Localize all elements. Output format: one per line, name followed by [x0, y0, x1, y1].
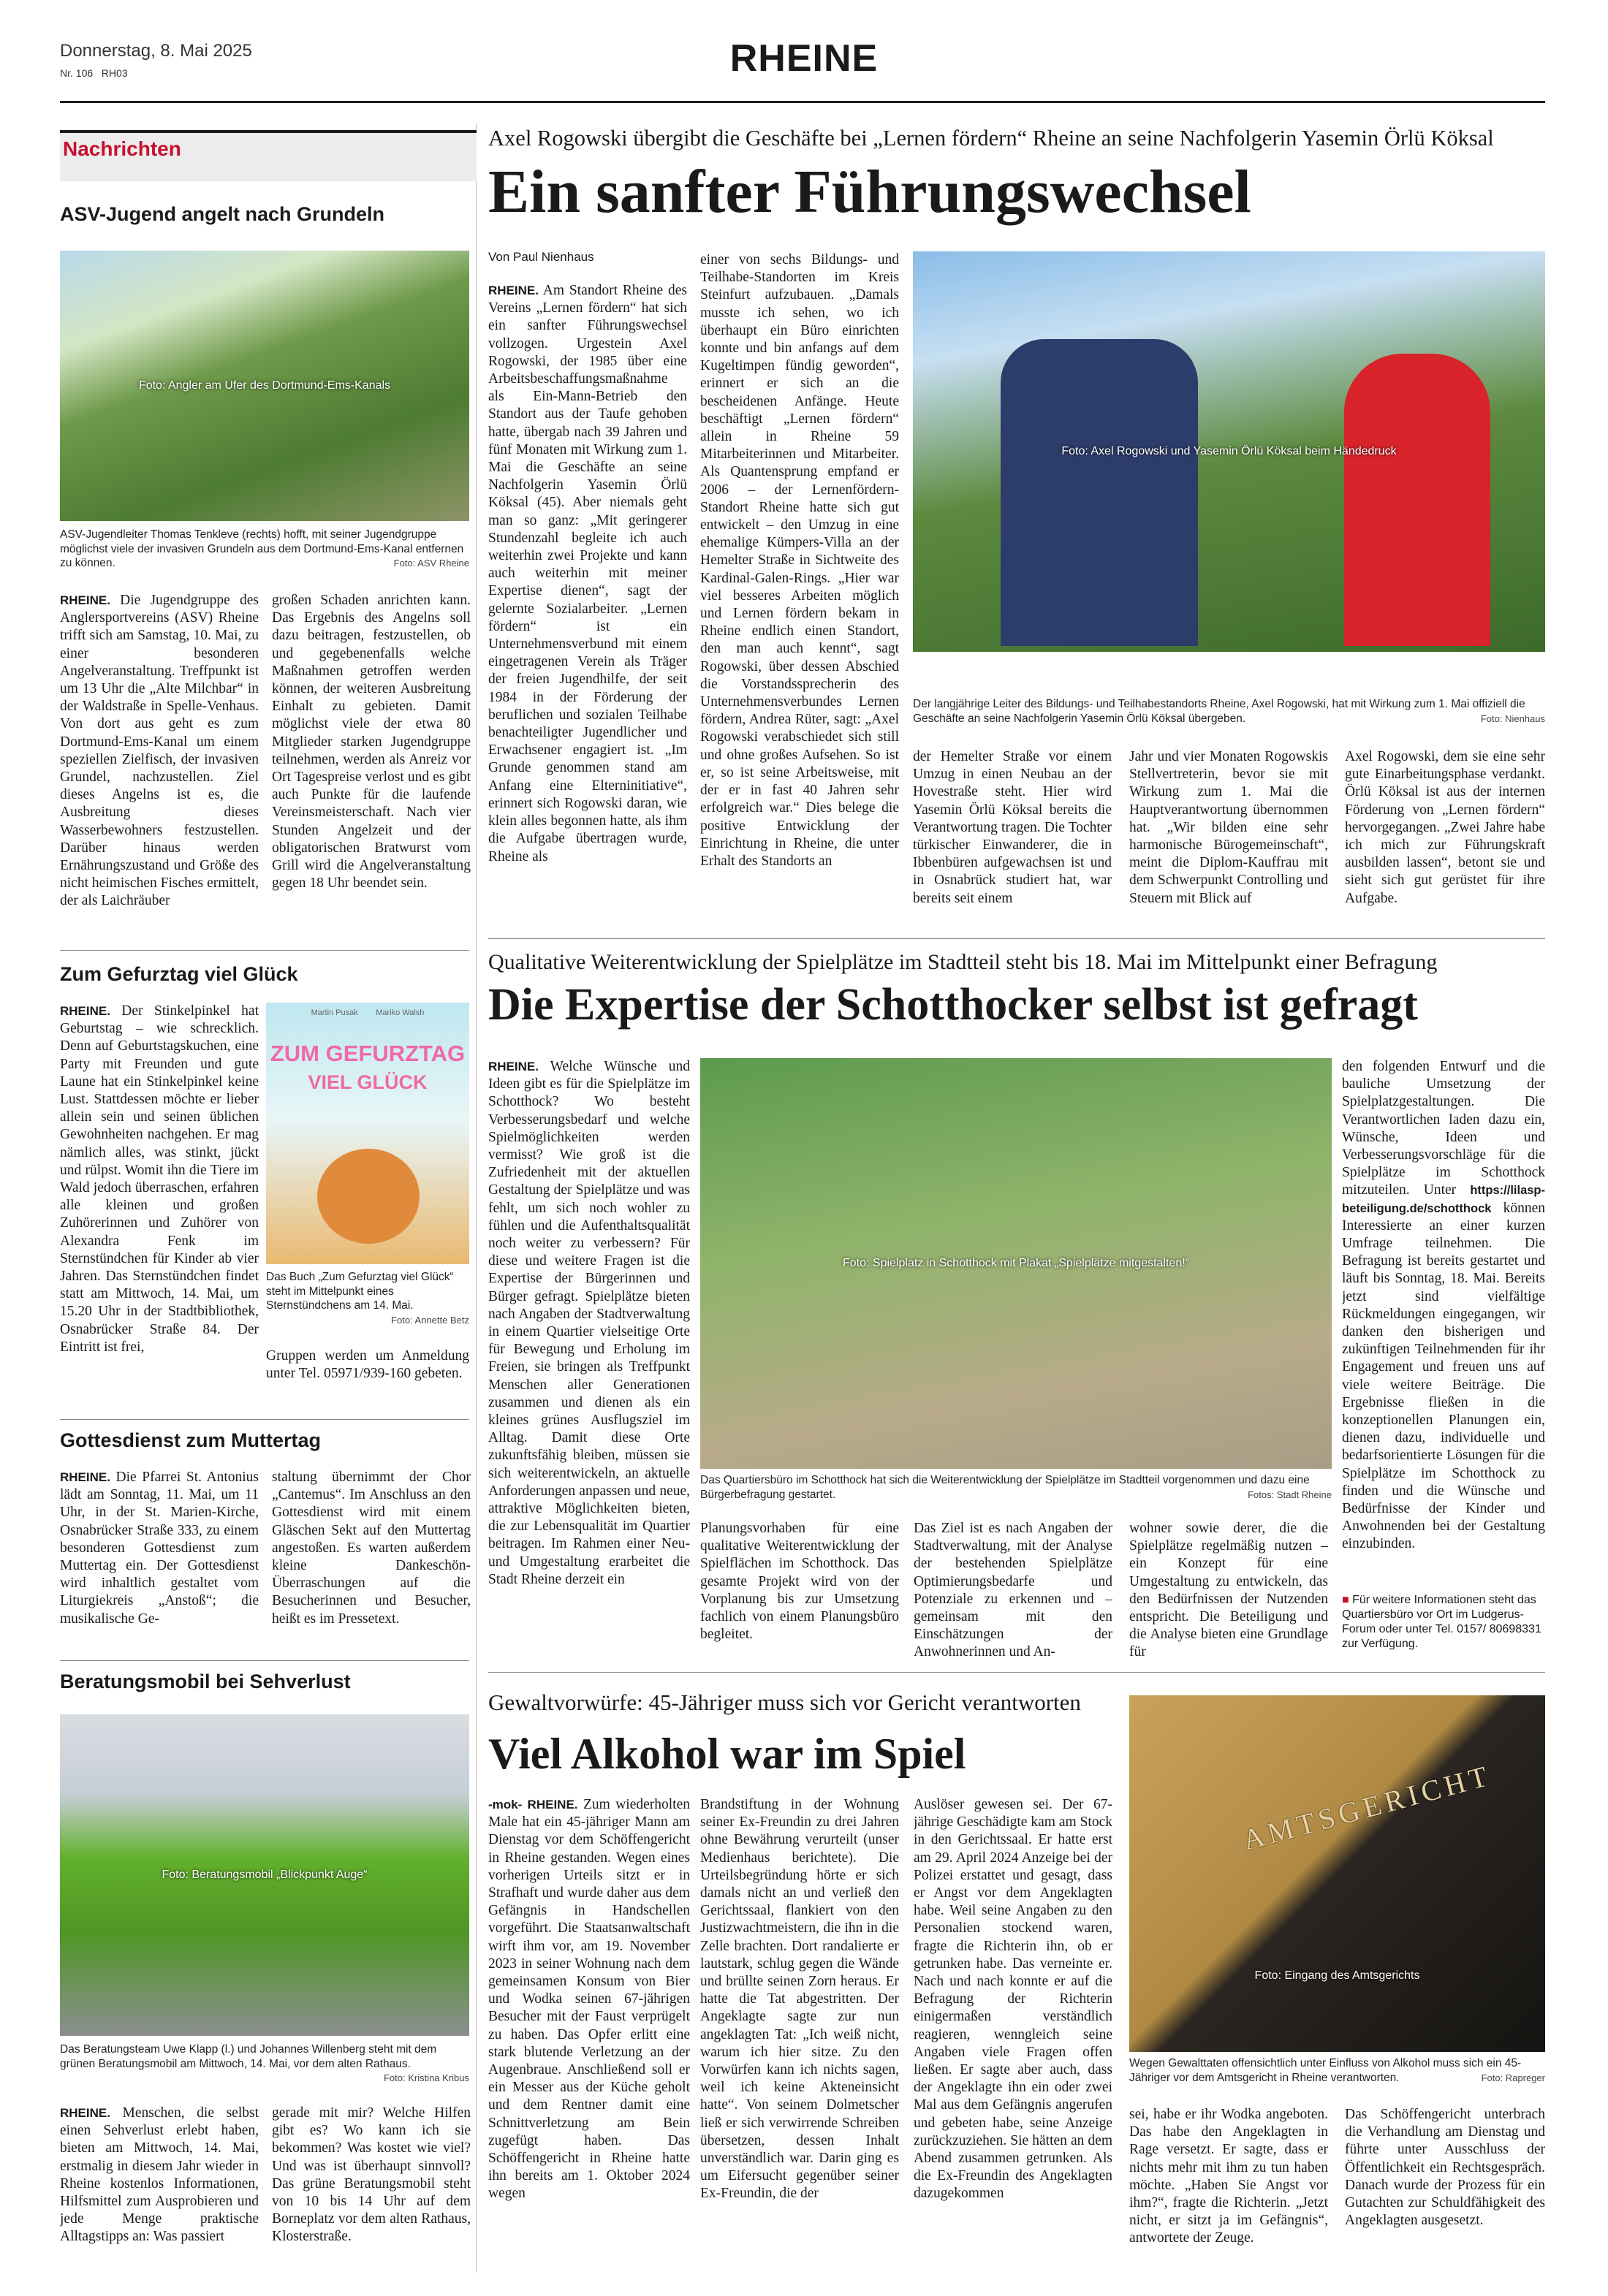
- beratung-caption-text: Das Beratungsteam Uwe Klapp (l.) und Johannes Willenberg steht mit dem grünen Beratungsmobil am Mittwoch, 14. Mai, vor dem alten Rathaus.: [60, 2043, 437, 2070]
- beratung-loc: RHEINE.: [60, 2106, 110, 2120]
- lead-byline: Von Paul Nienhaus: [488, 250, 594, 264]
- geburtstag-body: [60, 1003, 259, 1404]
- spiel-text-3: Das Ziel ist es nach Angaben der Stadtverwaltung, mit der Analyse der bestehenden Spielplätze Optimierungsbedarfe und Potenziale zu erkennen und – gemeinsam mit den Einschätzungen der Anwohnerinnen und An-: [914, 1521, 1112, 1660]
- book-authors: Martin Pusak Mariko Walsh: [311, 1008, 425, 1017]
- geburtstag-body-2: [266, 1347, 469, 1406]
- beratung-caption: [60, 2042, 469, 2086]
- gewalt-photo-label: Foto: Eingang des Amtsgerichts: [1254, 1969, 1420, 1982]
- rule-1: [60, 950, 469, 951]
- spiel-caption-text: Das Quartiersbüro im Schotthock hat sich die Weiterentwicklung der Spielplätze im Stadtteil vorgenommen und dazu eine Bürgerbefragung gestartet.: [700, 1474, 1310, 1501]
- spiel-loc: RHEINE.: [488, 1060, 539, 1073]
- lead-headline: Ein sanfter Führungswechsel: [488, 158, 1251, 226]
- rule-lead: [488, 938, 1545, 939]
- rule-2: [60, 1419, 469, 1420]
- asv-title: ASV-Jugend angelt nach Grundeln: [60, 203, 385, 225]
- spiel-col2: [700, 1520, 899, 1666]
- lead-col5: [1345, 748, 1545, 922]
- gewalt-col3: [914, 1796, 1112, 2273]
- spiel-info-text: Für weitere Informationen steht das Quartiersbüro vor Ort im Ludgerus-Forum oder unter Tel. 0157/ 80698331 zur Verfügung.: [1342, 1594, 1541, 1650]
- book-cover: [266, 1003, 469, 1264]
- asv-caption-text: ASV-Jugendleiter Thomas Tenkleve (rechts) hofft, mit seiner Jugendgruppe möglichst viele der invasiven Grundeln aus dem Dortmund-Ems-Kanal entfernen zu können.: [60, 528, 464, 569]
- beratung-photo-label: Foto: Beratungsmobil „Blickpunkt Auge“: [162, 1869, 368, 1881]
- gewalt-loc: -mok- RHEINE.: [488, 1798, 578, 1812]
- lead-text-4: Jahr und vier Monaten Rogowskis Stellvertreterin, bevor sie mit Wirkung zum 1. Mai die Hauptverantwortung übernommen hat. „Wir bilden eine sehr harmonische Bürogemeinschaft“, meint die Diplom-Kauffrau mit dem Schwerpunkt Controlling und Steuern mit Blick auf: [1129, 749, 1328, 906]
- gewalt-caption: [1129, 2056, 1545, 2085]
- section-title: RHEINE: [729, 37, 879, 80]
- beratung-text-1: Menschen, die selbst einen Sehverlust erlebt haben, bieten am Mittwoch, 14. Mai, erstmalig in diesem Jahr wieder in Rheine kostenlos Informationen, Hilfsmittel zum Ausprobieren und jede Menge praktische Alltagstipps an: Was passiert: [60, 2105, 259, 2245]
- asv-caption: [60, 528, 469, 571]
- gewalt-text-1: Zum wiederholten Male hat ein 45-jähriger Mann am Dienstag vor dem Schöffengericht in Rheine gestanden. Wegen eines vorherigen Urteils sitzt er in Strafhaft und wurde daher aus dem Gefängnis in Handschellen vorgeführt. Die Staatsanwaltschaft wirft ihm vor, am 19. November 2023 in seiner Wohnung nach dem gemeinsamen Konsum von Bier und Wodka seinen 67-jährigen Besucher mit der Faust verprügelt zu haben. Das Opfer erlitt eine stark blutende Verletzung an der Augenbraue. Anschließend soll er ein Messer aus der Küche geholt und dem Rentner damit eine Schnittverletzung am Bein zugefügt haben. Das Schöffengericht in Rheine hatte ihn bereits am 1. Oktober 2024 wegen: [488, 1797, 690, 2202]
- nachrichten-label-text: Nachrichten: [63, 137, 181, 160]
- beratung-col2: [272, 2105, 471, 2273]
- geburtstag-text-2: Gruppen werden um Anmeldung unter Tel. 05971/939-160 gebeten.: [266, 1348, 469, 1382]
- gottesdienst-text-2: staltung übernimmt der Chor „Cantemus“. Im Anschluss an den Gottesdienst wird mit einem Gläschen Sekt auf den Muttertag angestoßen. Es warten außerdem kleine Dankeschön-Überraschungen auf die Besucherinnen und Besucher, heißt es im Pressetext.: [272, 1470, 471, 1627]
- nachrichten-label: [60, 130, 477, 181]
- lead-photo-label: Foto: Axel Rogowski und Yasemin Örlü Köksal beim Händedruck: [1061, 445, 1397, 457]
- spiel-info: [1342, 1593, 1545, 1651]
- spiel-col5: [1342, 1058, 1545, 1589]
- spiel-caption: [700, 1473, 1332, 1502]
- lead-caption: [913, 697, 1545, 726]
- spiel-kicker: Qualitative Weiterentwicklung der Spielplätze im Stadtteil steht bis 18. Mai im Mittelpunkt einer Befragung: [488, 950, 1438, 974]
- book-character-icon: [317, 1149, 420, 1244]
- spiel-col4: [1129, 1520, 1328, 1666]
- issue-date: Donnerstag, 8. Mai 2025: [60, 41, 252, 61]
- geburtstag-caption: [266, 1270, 469, 1327]
- rule-3: [60, 1660, 469, 1661]
- lead-photo: [913, 251, 1545, 652]
- asv-body-col2: [272, 592, 471, 943]
- beratung-credit: Foto: Kristina Kribus: [383, 2072, 469, 2083]
- beratung-col1: [60, 2105, 259, 2273]
- lead-text-2: einer von sechs Bildungs- und Teilhabe-Standorten im Kreis Steinfurt aufzubauen. „Damals musste ich sehen, wo ich überhaupt ein Büro einrichten konnte und bin anfangs auf dem Kugeltimpen fündig geworden“, erinnert er sich an die bescheidenen Anfänge. Heute beschäftigt „Lernen fördern“ allein in Rheine 59 Mitarbeiterinnen und Mitarbeiter. Als Quantensprung empfand er 2006 – der Lernenfördern-Standort Rheine hatte sich gut entwickelt – den Umzug in eine ehemalige Kümpers-Villa an der Hemelter Straße in Sichtweite des Kardinal-Galen-Rings. „Hier war viel besseres Arbeiten möglich und Lernen fördern bekam in Rheine endlich einen Standort, den man auch kennt“, sagt Rogowski, über dessen Abschied die Vorstandssprecherin des Unternehmensverbundes Lernen fördern, Andrea Rüter, sagt: „Axel Rogowski verabschiedet sich still und ohne großes Aufsehen. So ist er, so ist seine Arbeitsweise, mit der er in fast 40 Jahren sehr erfolgreich war.“ Dies belege die positive Entwicklung der Einrichtung in Rheine, die unter Erhalt des Standorts an: [700, 252, 899, 869]
- spiel-text-4: wohner sowie derer, die die Spielplätze regelmäßig nutzen – ein Konzept für eine Umgestaltung zu entwickeln, das den Bedürfnissen der Nutzenden entspricht. Die Beteiligung und die Analyse bieten eine Grundlage für: [1129, 1521, 1328, 1660]
- asv-credit: Foto: ASV Rheine: [393, 558, 469, 569]
- gewalt-kicker: Gewaltvorwürfe: 45-Jähriger muss sich vor Gericht verantworten: [488, 1689, 1081, 1715]
- lead-col4: [1129, 748, 1328, 922]
- asv-text-1: Die Jugendgruppe des Anglersportvereins (ASV) Rheine trifft sich am Samstag, 10. Mai, zu einer besonderen Angelveranstaltung. Treffpunkt ist um 13 Uhr die „Alte Milchbar“ in der Waldstraße in Spelle-Venhaus. Von dort aus geht es zum Dortmund-Ems-Kanal um einem speziellen Zielfisch, der invasiven Grundel, nachzustellen. Ziel dieses Angelns ist es, die Ausbreitung dieses Wasserbewohners festzustellen. Darüber hinaus werden Ernährungszustand und Größe des nicht heimischen Fisches ermittelt, der als Laichräuber: [60, 593, 259, 909]
- asv-loc: RHEINE.: [60, 593, 110, 607]
- issue-number: Nr. 106 RH03: [60, 67, 128, 79]
- geburtstag-loc: RHEINE.: [60, 1004, 110, 1018]
- gottesdienst-loc: RHEINE.: [60, 1470, 110, 1484]
- lead-text-1: Am Standort Rheine des Vereins „Lernen fördern“ hat sich ein sanfter Führungswechsel vollzogen. Urgestein Axel Rogowski, der 1985 über eine Arbeitsbeschaffungsmaßnahme als Ein-Mann-Betrieb den Standort aus der Taufe gehoben hatte, übergab nach 39 Jahren und fünf Monaten mit Wirkung zum 1. Mai die Geschäfte an seine Nachfolgerin Yasemin Örlü Köksal (45). Aber niemals geht man so ganz: „Mit geringerer Stundenzahl begleite ich auch weiterhin zwei Projekte und kann auch weiterhin mit meiner Expertise dienen“, sagt der gelernte Sozialarbeiter. „Lernen fördern“ ist ein Unternehmensverbund mit einem eingetragenen Verein als Träger der freien Jugendhilfe, der seit 1984 in der Förderung der beruflichen und sozialen Teilhabe benachteiligter Jugendlicher und Erwachsener engagiert ist. „Im Grunde genommen stand am Anfang eine Elterninitiative“, erinnert sich Rogowski daran, wie klein alles begonnen hatte, als ihm die Aufgabe übertragen wurde, Rheine als: [488, 283, 687, 864]
- lead-col2: [700, 251, 899, 922]
- gottesdienst-text-1: Die Pfarrei St. Antonius lädt am Sonntag, 11. Mai, um 11 Uhr, in der St. Marien-Kirche, Osnabrücker Straße 333, zu einem besonderen Gottesdienst zum Muttertag ein. Der Gottesdienst wird inhaltlich gestaltet vom Liturgiekreis „Anstoß“; die musikalische Ge-: [60, 1470, 259, 1627]
- gewalt-col5: [1345, 2106, 1545, 2273]
- lead-col3: [913, 748, 1112, 922]
- lead-text-3: der Hemelter Straße vor einem Umzug in einen Neubau an der Hovestraße steht. Hier wird Yasemin Örlü Köksal bereits die Verantwortung tragen. Die Tochter türkischer Einwanderer, die in Ibbenbüren aufgewachsen ist und in Osnabrück studiert hat, war bereits seit einem: [913, 749, 1112, 906]
- lead-credit: Foto: Nienhaus: [1480, 712, 1545, 724]
- gewalt-credit: Foto: Rapreger: [1481, 2072, 1545, 2083]
- beratung-text-2: gerade mit mir? Welche Hilfen gibt es? Wo kann ich sie bekommen? Was kostet wie viel? Und was ist überhaupt sinnvoll? Das grüne Beratungsmobil steht von 10 bis 14 Uhr auf dem Borneplatz vor dem alten Rathaus, Klosterstraße.: [272, 2105, 471, 2245]
- book-subtitle: VIEL GLÜCK: [308, 1071, 428, 1093]
- gewalt-text-3: Auslöser gewesen sei. Der 67-jährige Geschädigte kam am Stock in den Gerichtssaal. Er hatte erst am 29. April 2024 Anzeige bei der Polizei erstattet und gesagt, dass er Angst vor dem Angeklagten habe. Weil seine Angaben zu den Personalien stockend waren, fragte die Richterin ihn, ob er getrunken habe. Das verneinte er. Nach und nach konnte er auf die Befragung der Richterin einigermaßen verständlich reagieren, wenngleich seine Angaben viele Fragen offen ließen. Er sagte aber auch, dass der Angeklagte ihn ein oder zwei Mal aus dem Gefängnis angerufen und gebeten habe, seine Anzeige zurückzuziehen. Sie hätten an dem Abend zusammen getrunken. Als die Ex-Freundin des Angeklagten dazugekommen: [914, 1797, 1112, 2202]
- spiel-photo: [700, 1058, 1332, 1469]
- geburtstag-credit: Foto: Annette Betz: [391, 1314, 469, 1326]
- beratung-title: Beratungsmobil bei Sehverlust: [60, 1670, 351, 1692]
- spiel-text-5b: können Interessierte an einer kurzen Umfrage teilnehmen. Die Befragung ist bereits gestartet und läuft bis Sonntag, 18. Mai. Bereits jetzt sind vielfältige Rückmeldungen eingegangen, wir danken den bisherigen und zukünftigen Teilnehmenden für ihr Engagement und freuen uns auf viele weitere Beiträge. Die Ergebnisse fließen in die konzeptionellen Planungen ein, dienen dazu, individuelle und bedarfsorientierte Lösungen für die Spielplätze im Schotthock zu finden und die Wünsche und Bedürfnisse der Kinder und Anwohnenden bei der Gestaltung einzubinden.: [1342, 1200, 1545, 1552]
- spiel-photo-label: Foto: Spielplatz in Schotthock mit Plakat „Spielplätze mitgestalten!“: [843, 1257, 1189, 1269]
- lead-col1: [488, 282, 687, 922]
- column-separator: [476, 124, 477, 2273]
- asv-body-col1: [60, 592, 259, 943]
- gewalt-col4: [1129, 2106, 1328, 2273]
- gottesdienst-col1: [60, 1469, 259, 1666]
- header-rule: [60, 101, 1545, 103]
- gottesdienst-title: Gottesdienst zum Muttertag: [60, 1429, 322, 1451]
- gewalt-headline: Viel Alkohol war im Spiel: [488, 1730, 966, 1778]
- gewalt-col2: [700, 1796, 899, 2273]
- gewalt-photo: [1129, 1695, 1545, 2052]
- lead-photo-person-right: [1344, 354, 1490, 646]
- book-title: ZUM GEFURZTAG: [270, 1041, 466, 1066]
- spiel-url-link[interactable]: https://lilasp-beteiligung.de/schotthock: [1342, 1184, 1545, 1215]
- lead-caption-text: Der langjährige Leiter des Bildungs- und Teilhabestandorts Rheine, Axel Rogowski, hat mit Wirkung zum 1. Mai offiziell die Geschäfte an seine Nachfolgerin Yasemin Örlü Köksal übergeben.: [913, 698, 1525, 725]
- spiel-text-2: Planungsvorhaben für eine qualitative Weiterentwicklung der Spielflächen im Schotthock. Das gesamte Projekt wird von der Vorplanung bis zur Umsetzung fachlich von einem Planungsbüro begleitet.: [700, 1521, 899, 1643]
- lead-loc: RHEINE.: [488, 284, 539, 297]
- gewalt-col1: [488, 1796, 690, 2273]
- gewalt-text-4: sei, habe er ihr Wodka angeboten. Das habe den Angeklagten in Rage versetzt. Er sagte, dass er nichts mehr mit ihm zu tun haben möchte. „Haben Sie Angst vor ihm?“, fragte die Richterin. „Jetzt nicht, er sitzt ja im Gefängnis“, antwortete der Zeuge.: [1129, 2107, 1328, 2246]
- lead-text-5: Axel Rogowski, dem sie eine sehr gute Einarbeitungsphase verdankt. Örlü Köksal ist aus der internen Förderung von „Lernen fördern“ hervorgegangen. „Zwei Jahre habe ich mich zur Führungskraft ausbilden lassen“, betont sie und sieht sich gut gerüstet für ihre Aufgabe.: [1345, 749, 1545, 906]
- geburtstag-caption-text: Das Buch „Zum Gefurztag viel Glück“ steht im Mittelpunkt eines Sternstündchens am 14. Mai.: [266, 1271, 454, 1312]
- spiel-credit: Fotos: Stadt Rheine: [1248, 1489, 1332, 1500]
- spiel-headline: Die Expertise der Schotthocker selbst ist gefragt: [488, 980, 1418, 1030]
- gewalt-text-2: Brandstiftung in der Wohnung seiner Ex-Freundin zu drei Jahren ohne Bewährung verurteilt (unser Medienhaus berichtete). Die Urteilsbegründung hörte er sich damals nicht an und verließ den Gerichtssaal, flankiert von den Justizwachtmeistern, die ihn in die Zelle brachten. Dort randalierte er lautstark, schlug gegen die Wände und brüllte seinen Zorn heraus. Er hatte die Tat abgestritten. Der Angeklagte sagte zur nun angeklagten Tat: „Ich weiß nicht, warum ich hier sitze. Zu den Vorwürfen kann ich nichts sagen, weil ich keine Akteneinsicht hatte“. Von seinem Dolmetscher ließ er sich verwirrende Schreiben übersetzen, dessen Inhalt unverständlich war. Darin ging es um Eifersucht gegenüber seiner Ex-Freundin, die der: [700, 1797, 899, 2202]
- spiel-text-5a: den folgenden Entwurf und die bauliche Umsetzung der Spielplatzgestaltungen. Die Verantwortlichen laden dazu ein, Wünsche, Ideen und Verbesserungsvorschläge für die Spielplätze im Schotthock mitzuteilen. Unter: [1342, 1059, 1545, 1198]
- info-bullet-icon: ■: [1342, 1594, 1353, 1606]
- spiel-col1: [488, 1058, 690, 1666]
- spiel-col3: [914, 1520, 1112, 1666]
- beratung-photo: [60, 1714, 469, 2036]
- spiel-text-1: Welche Wünsche und Ideen gibt es für die Spielplätze im Schotthock? Wo besteht Verbesserungsbedarf und welche Spielmöglichkeiten werden vermisst? Wie groß ist die Zufriedenheit mit der aktuellen Gestaltung der Spielplätze und was fehlt, um sich noch wohler zu fühlen und die Aufenthaltsqualität noch weiter zu verbessern? Für diese und weitere Fragen ist die Expertise der Bürgerinnen und Bürger gefragt. Spielplätze bieten nach Angaben der Stadtverwaltung in einem Quartier vielseitige Orte für Bewegung und Erholung im Freien, sie bringen als Treffpunkt Menschen aller Generationen zusammen und dienen als ein kleines grünes Ausflugsziel im Alltag. Damit diese Orte zukunftsfähig bleiben, müssen sie sich weiterentwickeln, an aktuelle Anforderungen anpassen und neue, attraktive Möglichkeiten bieten, die zur Lebensqualität im Quartier beitragen. Im Rahmen einer Neu- und Umgestaltung erarbeitet die Stadt Rheine derzeit ein: [488, 1059, 690, 1587]
- asv-text-2: großen Schaden anrichten kann. Das Ergebnis des Angelns soll dazu beitragen, festzustellen, ob und gegebenenfalls welche Maßnahmen getroffen werden können, der weiteren Ausbreitung Einhalt zu gebieten. Damit möglichst viele der etwa 80 Mitglieder starken Jugendgruppe teilnehmen, werden als Anreiz vor Ort Tagespreise verlost und es gibt auch Punkte für die laufende Vereinsmeisterschaft. Nach vier Stunden Angelzeit und der obligatorischen Bratwurst vom Grill wird die Angelveranstaltung gegen 18 Uhr beendet sein.: [272, 593, 471, 892]
- geburtstag-text: Der Stinkelpinkel hat Geburtstag – wie schrecklich. Denn auf Geburtstagskuchen, eine Party mit Freunden und gute Laune hat ein Stinkelpinkel keine Lust. Stattdessen möchte er lieber allein sein und seinen üblichen Gewohnheiten nachgehen. Er mag nämlich alles, was stinkt, jückt und rülpst. Womit ihn die Tiere im Wald jedoch überraschen, erfahren alle kleinen und großen Zuhörerinnen und Zuhörer von Alexandra Fenk im Sternstündchen für Kinder ab vier Jahren. Das Sternstündchen findet statt am Mittwoch, 14. Mai, um 15.20 Uhr in der Stadtbibliothek, Osnabrücker Straße 84. Der Eintritt ist frei,: [60, 1003, 259, 1355]
- asv-photo: [60, 251, 469, 521]
- asv-photo-label: Foto: Angler am Ufer des Dortmund-Ems-Kanals: [138, 379, 391, 392]
- court-sign-text: AMTSGERICHT: [1239, 1758, 1495, 1857]
- gewalt-text-5: Das Schöffengericht unterbrach die Verhandlung am Dienstag und führte unter Ausschluss der Öffentlichkeit ein Rechtsgespräch. Danach wurde der Prozess für ein Gutachten zur Schuldfähigkeit des Angeklagten ausgesetzt.: [1345, 2107, 1545, 2229]
- gottesdienst-col2: [272, 1469, 471, 1666]
- lead-kicker: Axel Rogowski übergibt die Geschäfte bei „Lernen fördern“ Rheine an seine Nachfolgerin Yasemin Örlü Köksal: [488, 126, 1494, 151]
- rule-spiel: [488, 1672, 1545, 1673]
- lead-photo-person-left: [1001, 339, 1198, 646]
- geburtstag-title: Zum Gefurztag viel Glück: [60, 963, 298, 985]
- gewalt-caption-text: Wegen Gewalttaten offensichtlich unter Einfluss von Alkohol muss sich ein 45-Jähriger vor dem Amtsgericht in Rheine verantworten.: [1129, 2057, 1522, 2084]
